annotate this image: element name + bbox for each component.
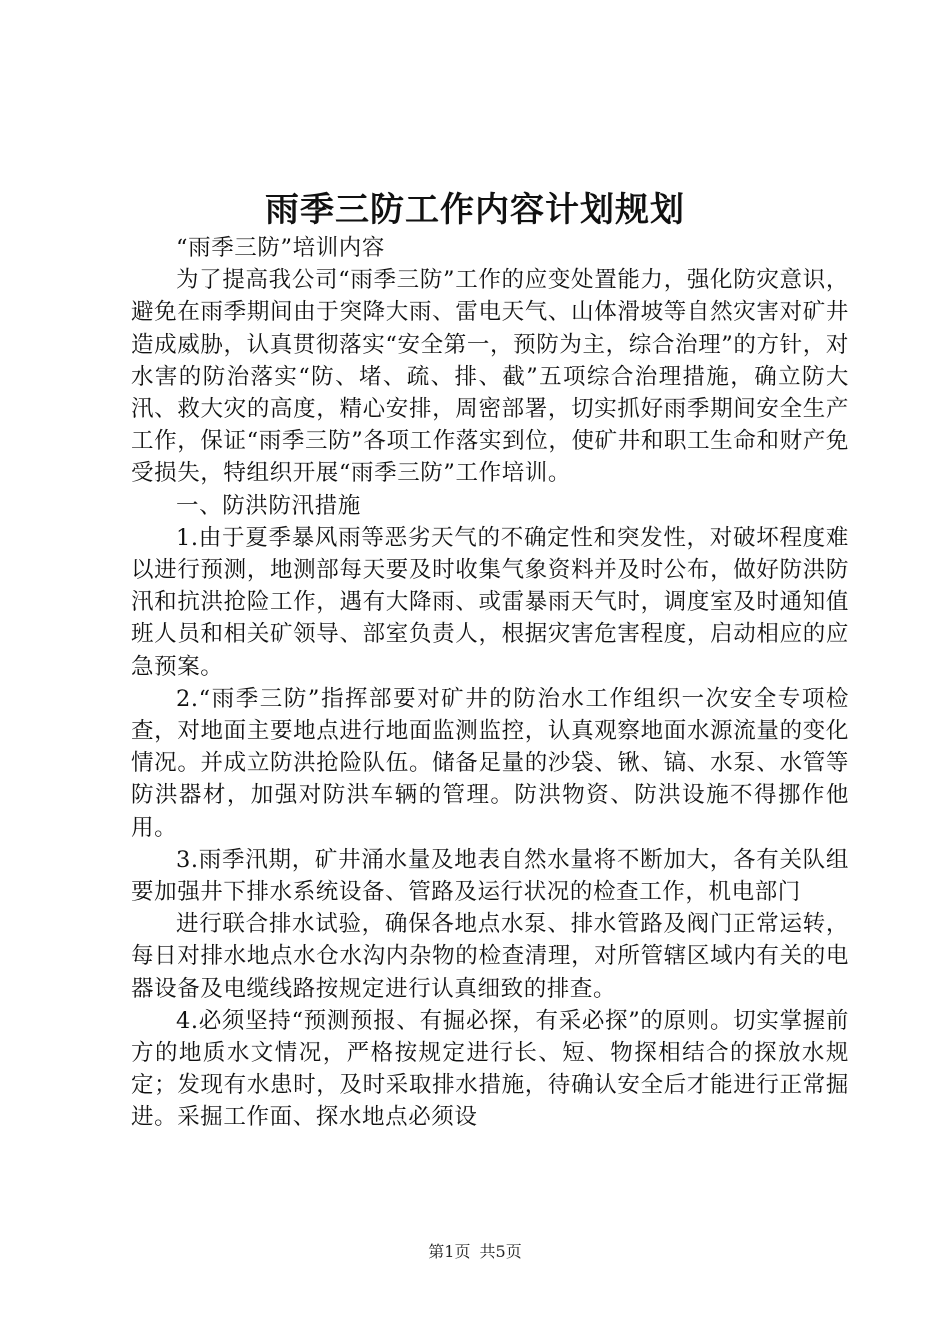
measure-item-1: 1.由于夏季暴风雨等恶劣天气的不确定性和突发性，对破坏程度难以进行预测，地测部每天要及时收集气象资料并及时公布，做好防洪防汛和抗洪抢险工作，遇有大降雨、或雷暴雨天气时，调度室及时通知值班人员和相关矿领导、部室负责人，根据灾害危害程度，启动相应的应急预案。	[131, 524, 849, 680]
page-footer	[0, 1240, 950, 1264]
measure-item-3-continued: 进行联合排水试验，确保各地点水泵、排水管路及阀门正常运转，每日对排水地点水仓水沟内杂物的检查清理，对所管辖区域内有关的电器设备及电缆线路按规定进行认真细致的排查。	[131, 911, 849, 1002]
measure-item-4: 4.必须坚持“预测预报、有掘必探，有采必探”的原则。切实掌握前方的地质水文情况，严格按规定进行长、短、物探相结合的探放水规定；发现有水患时，及时采取排水措施，待确认安全后才能进行正常掘进。采掘工作面、探水地点必须设	[131, 1007, 849, 1131]
section-heading-flood-measures: 一、防洪防汛措施	[176, 492, 361, 519]
measure-item-3: 3.雨季汛期，矿井涌水量及地表自然水量将不断加大，各有关队组要加强井下排水系统设备、管路及运行状况的检查工作，机电部门	[131, 846, 849, 906]
document-title: 雨季三防工作内容计划规划	[265, 190, 685, 230]
section-heading-training: “雨季三防”培训内容	[176, 235, 386, 261]
measure-item-2: 2.“雨季三防”指挥部要对矿井的防治水工作组织一次安全专项检查，对地面主要地点进行地面监测监控，认真观察地面水源流量的变化情况。并成立防洪抢险队伍。储备足量的沙袋、锹、镐、水泵、水管等防洪器材，加强对防洪车辆的管理。防洪物资、防洪设施不得挪作他用。	[131, 685, 849, 841]
intro-paragraph: 为了提高我公司“雨季三防”工作的应变处置能力，强化防灾意识，避免在雨季期间由于突降大雨、雷电天气、山体滑坡等自然灾害对矿井造成威胁，认真贯彻落实“安全第一，预防为主，综合治理”的方针，对水害的防治落实“防、堵、疏、排、截”五项综合治理措施，确立防大汛、救大灾的高度，精心安排，周密部署，切实抓好雨季期间安全生产工作，保证“雨季三防”各项工作落实到位，使矿井和职工生命和财产免受损失，特组织开展“雨季三防”工作培训。	[131, 267, 849, 487]
page-number: 第1页	[428, 1242, 471, 1261]
page-total: 共5页	[479, 1242, 522, 1261]
document-body	[131, 232, 849, 1134]
